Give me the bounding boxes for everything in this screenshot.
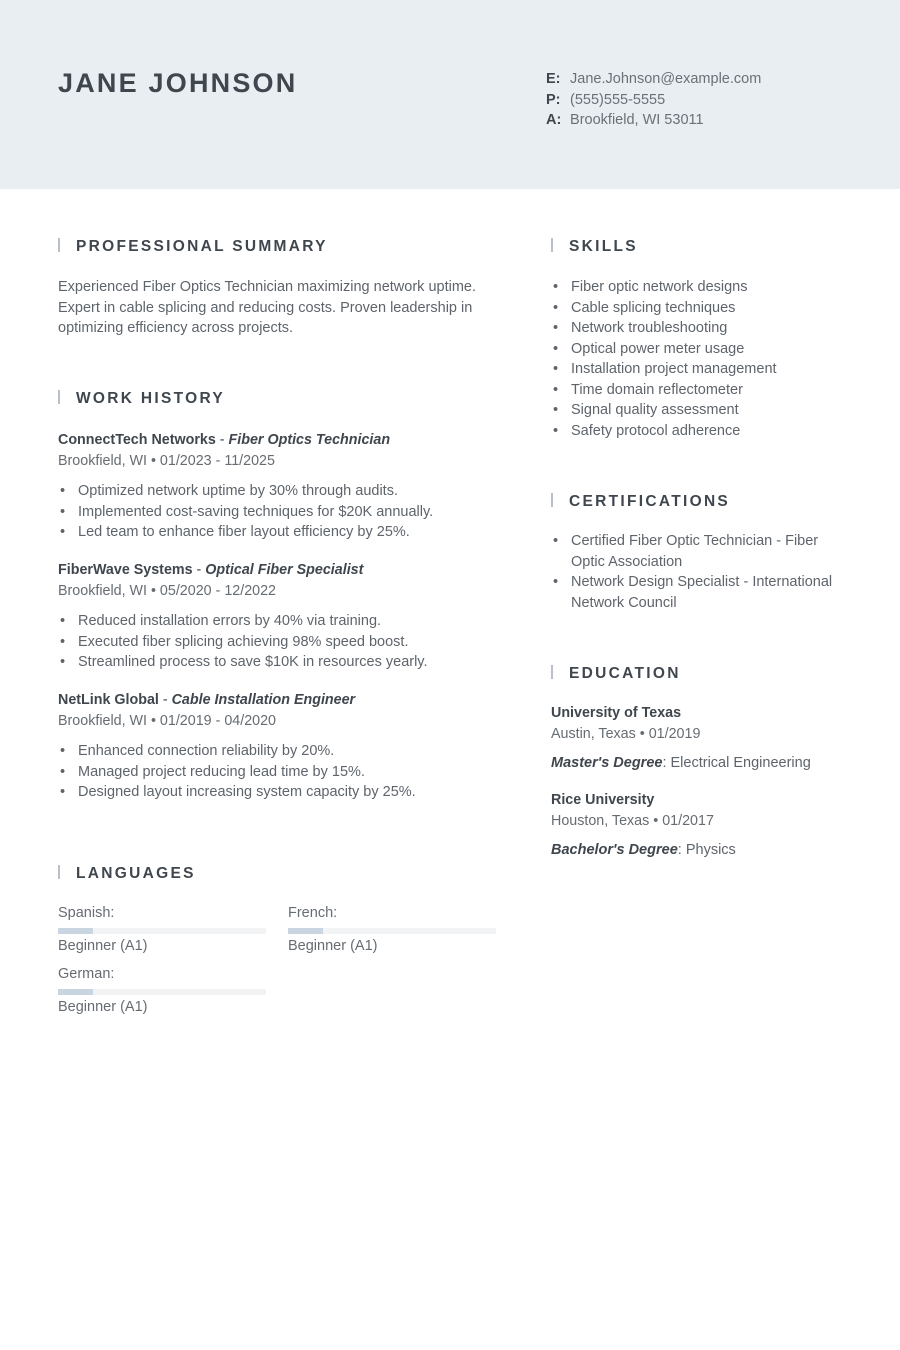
resume-header xyxy=(0,0,900,189)
job-bullet: • Enhanced connection reliability by 20%. xyxy=(58,741,498,762)
education-degree-type: Master's Degree xyxy=(551,755,663,771)
job-bullet: • Streamlined process to save $10K in resources yearly. xyxy=(58,652,498,673)
language-proficiency-fill xyxy=(58,989,93,995)
job-company: ConnectTech Networks xyxy=(58,432,216,448)
job-company: FiberWave Systems xyxy=(58,562,193,578)
job-bullet: • Executed fiber splicing achieving 98% speed boost. xyxy=(58,632,498,653)
job-bullets xyxy=(58,611,498,673)
contact-email-row xyxy=(546,69,761,90)
job-entry xyxy=(58,430,498,543)
education-field: Physics xyxy=(685,842,736,858)
education-school: University of Texas xyxy=(551,705,682,721)
section-divider-bar xyxy=(58,238,60,252)
language-entry xyxy=(58,903,266,956)
education-school: Rice University xyxy=(551,792,655,808)
contact-phone-row xyxy=(546,90,761,111)
education-field: Electrical Engineering xyxy=(670,755,811,771)
education-degree-type: Bachelor's Degree xyxy=(551,842,678,858)
education-entry xyxy=(551,790,851,861)
language-level: Beginner (A1) xyxy=(58,998,148,1015)
contact-address-key: A: xyxy=(546,112,562,128)
job-role: Optical Fiber Specialist xyxy=(205,562,364,578)
job-bullets xyxy=(58,741,498,803)
job-bullet: • Designed layout increasing system capacity by 25%. xyxy=(58,782,498,803)
summary-section-title xyxy=(58,238,328,256)
job-heading xyxy=(58,430,498,451)
section-divider-bar xyxy=(58,390,60,404)
job-bullets xyxy=(58,481,498,543)
section-divider-bar xyxy=(551,238,553,252)
language-proficiency-bar xyxy=(58,928,266,934)
job-meta: Brookfield, WI • 05/2020 - 12/2022 xyxy=(58,582,276,599)
job-entry xyxy=(58,560,498,673)
language-entry xyxy=(58,964,266,1017)
job-entry xyxy=(58,690,498,803)
certification-item: • Certified Fiber Optic Technician - Fiber Optic Association xyxy=(551,531,841,572)
education-entry xyxy=(551,703,851,774)
job-bullet: • Optimized network uptime by 30% through audits. xyxy=(58,481,498,502)
language-proficiency-fill xyxy=(288,928,323,934)
skill-item: • Time domain reflectometer xyxy=(551,380,851,401)
section-divider-bar xyxy=(551,493,553,507)
languages-section-title xyxy=(58,865,196,883)
certifications-title-text: CERTIFICATIONS xyxy=(569,493,731,510)
job-company: NetLink Global xyxy=(58,692,159,708)
job-heading xyxy=(58,690,498,711)
education-title-text: EDUCATION xyxy=(569,665,681,682)
contact-email: Jane.Johnson@example.com xyxy=(570,71,762,87)
section-divider-bar xyxy=(551,665,553,679)
language-name: French: xyxy=(288,905,338,921)
summary-title-text: PROFESSIONAL SUMMARY xyxy=(76,238,328,255)
contact-phone-key: P: xyxy=(546,91,561,108)
contact-email-key: E: xyxy=(546,71,561,87)
education-degree-separator: : xyxy=(677,842,686,858)
education-degree xyxy=(551,840,851,861)
job-bullet: • Implemented cost-saving techniques for $20K annually. xyxy=(58,502,498,523)
summary-text: Experienced Fiber Optics Technician maximizing network uptime. Expert in cable splicing and reducing costs. Proven leadership in optimizing efficiency across projects. xyxy=(58,279,476,336)
contact-info xyxy=(546,69,761,131)
job-separator: - xyxy=(158,692,172,708)
skills-title-text: SKILLS xyxy=(569,238,638,255)
language-proficiency-bar xyxy=(288,928,496,934)
work-section-title xyxy=(58,390,225,408)
skill-item: • Fiber optic network designs xyxy=(551,277,851,298)
languages-title-text: LANGUAGES xyxy=(76,865,196,882)
language-entry xyxy=(288,903,496,956)
language-name: Spanish: xyxy=(58,905,115,921)
language-proficiency-bar xyxy=(58,989,266,995)
job-role: Cable Installation Engineer xyxy=(171,692,356,708)
candidate-name: JANE JOHNSON xyxy=(58,68,298,98)
skill-item: • Network troubleshooting xyxy=(551,318,851,339)
certifications-section-title xyxy=(551,493,730,511)
contact-address: Brookfield, WI 53011 xyxy=(570,112,704,128)
skill-item: • Installation project management xyxy=(551,359,851,380)
job-separator: - xyxy=(192,562,206,578)
skills-list xyxy=(551,277,851,441)
section-divider-bar xyxy=(58,865,60,879)
language-level: Beginner (A1) xyxy=(288,937,378,954)
skill-item: • Signal quality assessment xyxy=(551,400,851,421)
skill-item: • Safety protocol adherence xyxy=(551,421,851,442)
education-degree-separator: : xyxy=(662,755,671,771)
language-level: Beginner (A1) xyxy=(58,937,148,954)
language-proficiency-fill xyxy=(58,928,93,934)
education-meta: Austin, Texas • 01/2019 xyxy=(551,725,701,742)
job-role: Fiber Optics Technician xyxy=(228,432,391,448)
job-bullet: • Managed project reducing lead time by 15%. xyxy=(58,762,498,783)
education-meta: Houston, Texas • 01/2017 xyxy=(551,812,714,829)
skill-item: • Optical power meter usage xyxy=(551,339,851,360)
job-meta: Brookfield, WI • 01/2019 - 04/2020 xyxy=(58,712,276,729)
language-name: German: xyxy=(58,966,115,982)
education-section-title xyxy=(551,665,681,683)
education-degree xyxy=(551,753,851,774)
job-meta: Brookfield, WI • 01/2023 - 11/2025 xyxy=(58,452,275,469)
job-separator: - xyxy=(215,432,229,448)
skills-section-title xyxy=(551,238,638,256)
job-bullet: • Reduced installation errors by 40% via training. xyxy=(58,611,498,632)
work-title-text: WORK HISTORY xyxy=(76,390,226,407)
certifications-list xyxy=(551,531,841,613)
contact-address-row xyxy=(546,110,761,131)
job-bullet: • Led team to enhance fiber layout efficiency by 25%. xyxy=(58,522,498,543)
job-heading xyxy=(58,560,498,581)
certification-item: • Network Design Specialist - International Network Council xyxy=(551,572,841,613)
skill-item: • Cable splicing techniques xyxy=(551,298,851,319)
contact-phone: (555)555-5555 xyxy=(570,91,666,108)
